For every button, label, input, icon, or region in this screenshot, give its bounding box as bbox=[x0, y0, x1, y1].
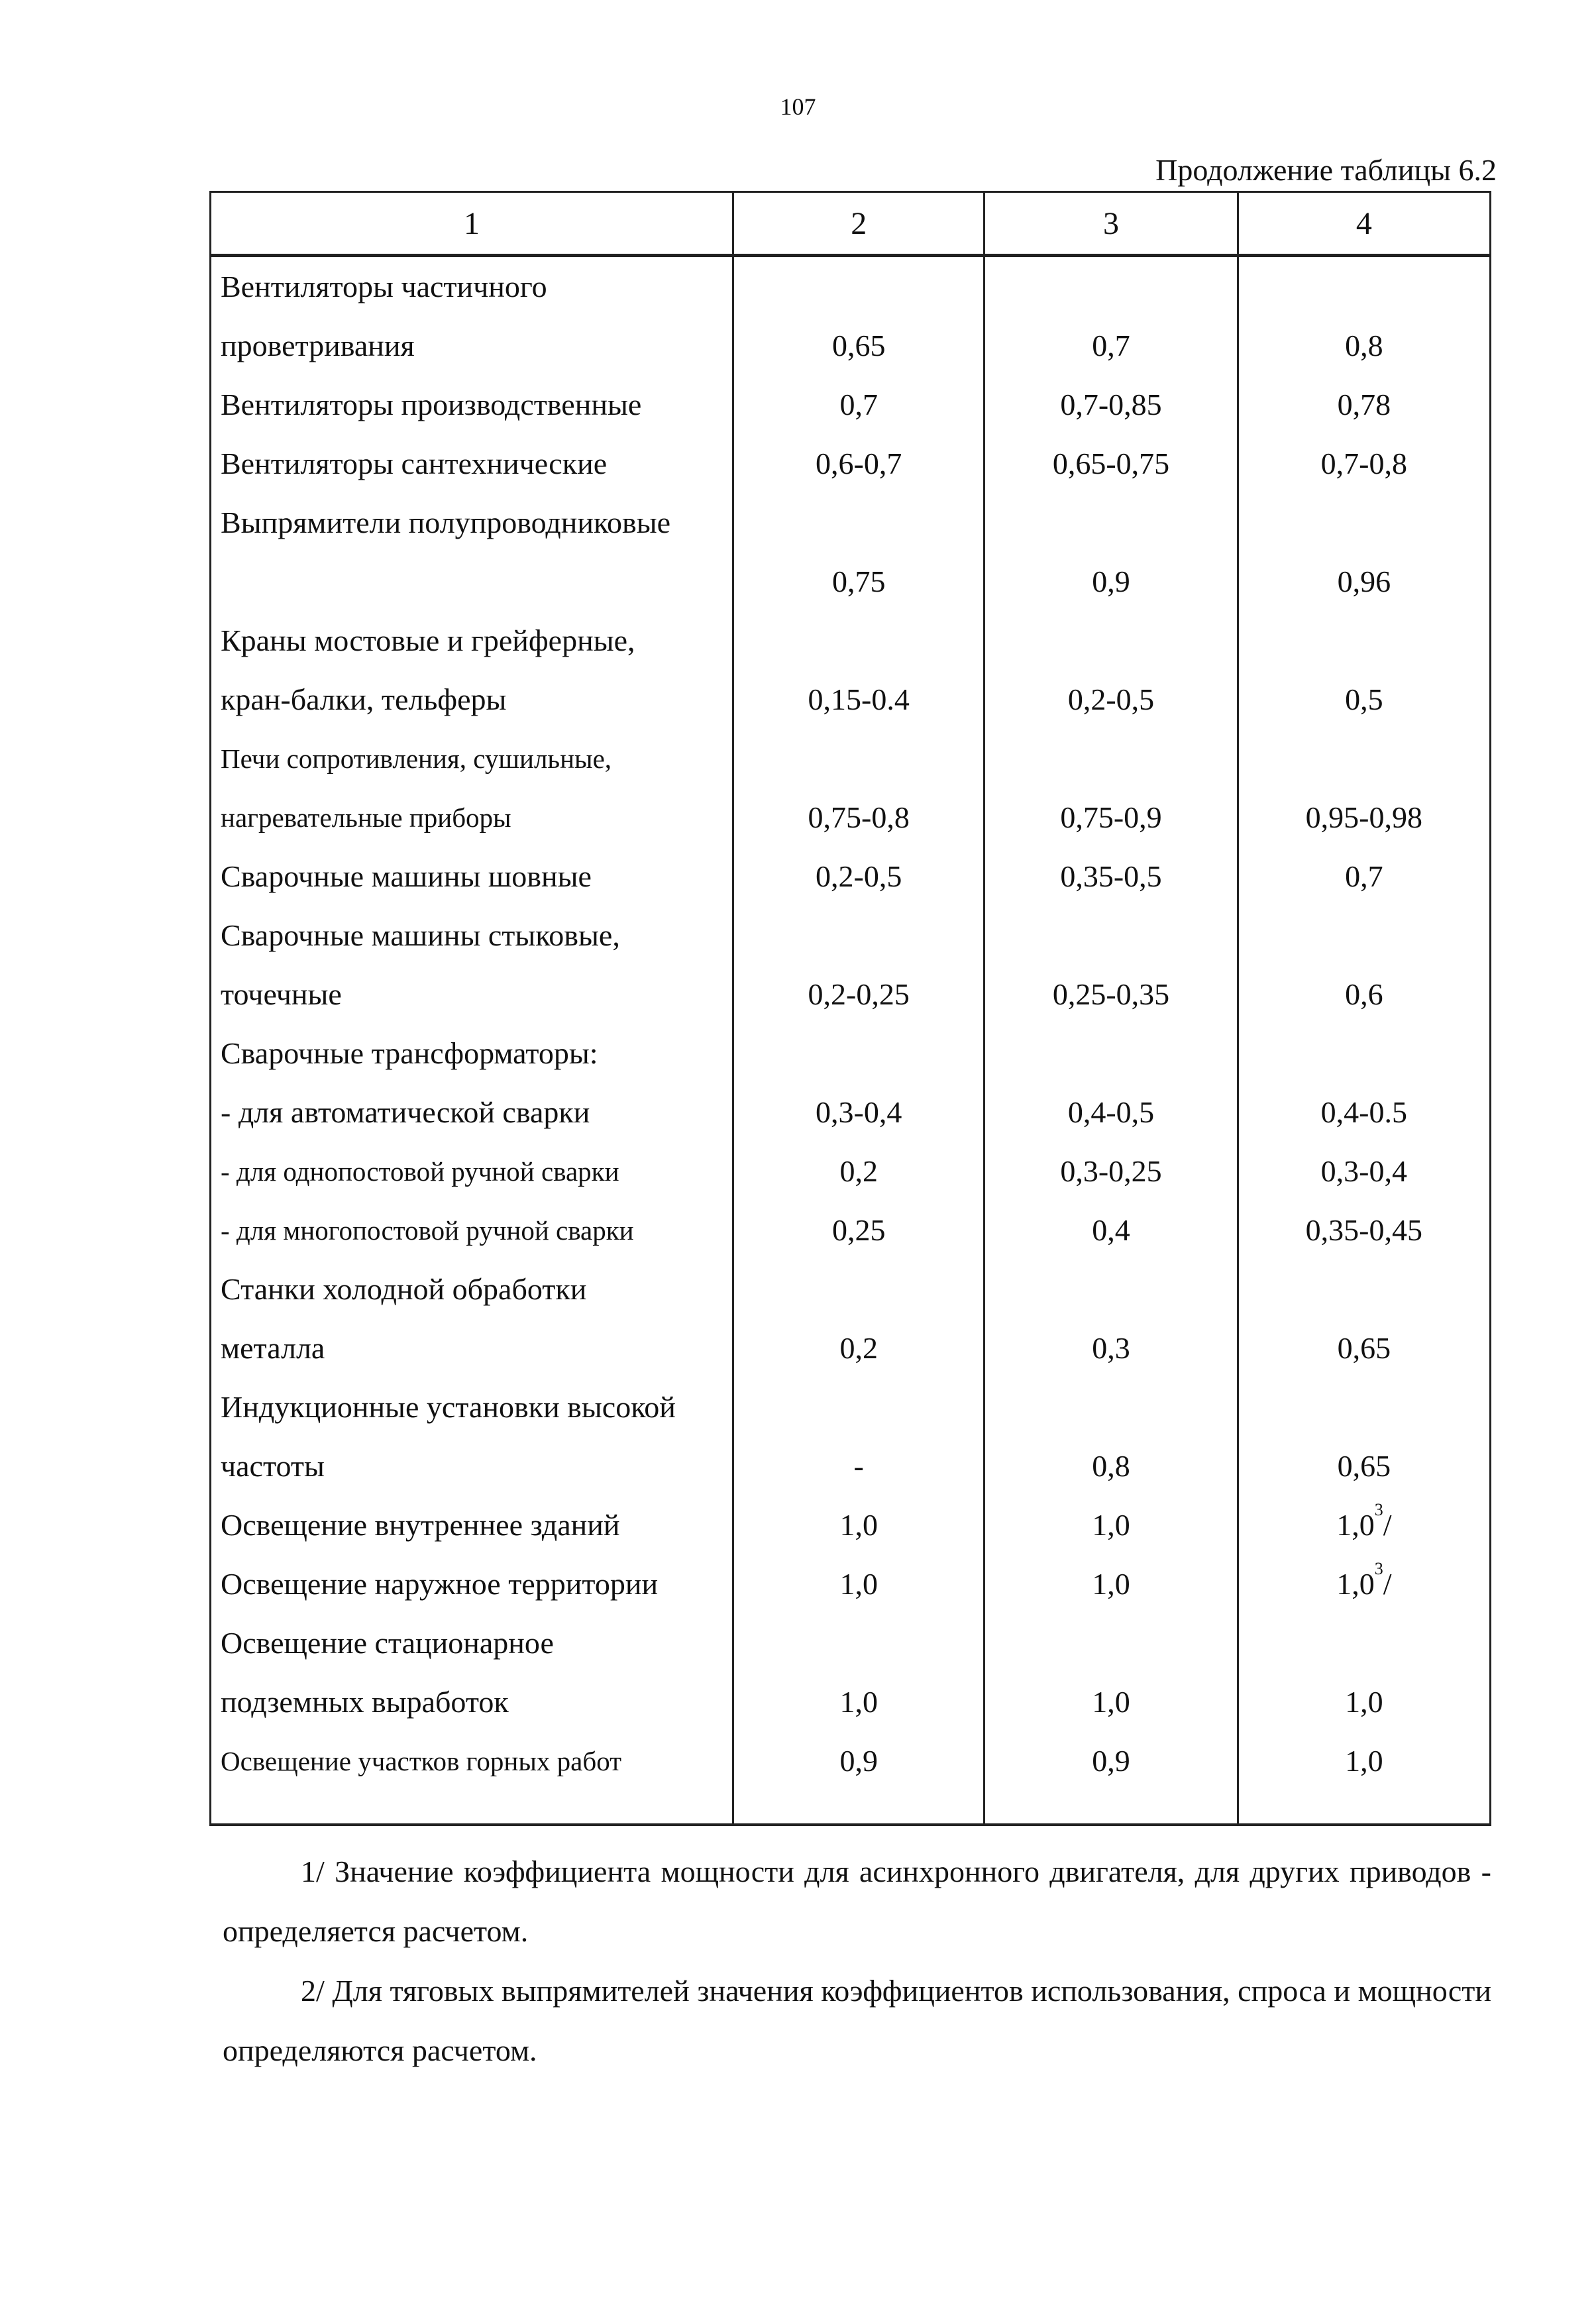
cell-value bbox=[1238, 1377, 1490, 1436]
row-label-text: Краны мостовые и грейферные, bbox=[221, 623, 635, 657]
row-label bbox=[211, 434, 733, 493]
cell-value bbox=[733, 1319, 984, 1377]
cell-value-text: 1,0 bbox=[839, 1567, 878, 1601]
cell-value-text: 0,95-0,98 bbox=[1305, 800, 1422, 834]
cell-value bbox=[733, 1436, 984, 1495]
cell-value-text: 0,25 bbox=[831, 1213, 886, 1247]
cell-value bbox=[733, 552, 984, 611]
cell-value bbox=[984, 1495, 1238, 1554]
row-label bbox=[211, 1554, 733, 1613]
cell-value bbox=[733, 670, 984, 729]
cell-value-text: 1,0 bbox=[1092, 1685, 1130, 1719]
table-row bbox=[211, 788, 1491, 847]
cell-value-text: 1,0 bbox=[1345, 1744, 1383, 1778]
footnote-marker: 3 bbox=[1374, 1500, 1383, 1519]
cell-value bbox=[1238, 965, 1490, 1024]
cell-value-text: 0,3-0,4 bbox=[816, 1095, 902, 1129]
row-label bbox=[211, 847, 733, 906]
cell-value bbox=[733, 316, 984, 375]
footnotes bbox=[223, 1842, 1491, 2080]
cell-value bbox=[733, 965, 984, 1024]
cell-value bbox=[984, 375, 1238, 434]
cell-value-text: 0,3-0,4 bbox=[1320, 1154, 1407, 1188]
row-label-text: Печи сопротивления, сушильные, bbox=[221, 743, 612, 774]
table-row bbox=[211, 1083, 1491, 1142]
row-label bbox=[211, 729, 733, 788]
row-label-text: Сварочные трансформаторы: bbox=[221, 1036, 598, 1070]
cell-value bbox=[733, 1495, 984, 1554]
row-label-text: - для автоматической сварки bbox=[221, 1095, 590, 1129]
cell-value-text: 1,0 bbox=[839, 1508, 878, 1542]
table-row bbox=[211, 1672, 1491, 1731]
row-label-text: Освещение наружное территории bbox=[221, 1567, 659, 1601]
table-row bbox=[211, 1731, 1491, 1790]
cell-value bbox=[984, 1554, 1238, 1613]
cell-value-text: 0,3-0,25 bbox=[1060, 1154, 1162, 1188]
cell-value-text: 0,35-0,45 bbox=[1305, 1213, 1422, 1247]
table-row bbox=[211, 1554, 1491, 1613]
column-header: 1 bbox=[211, 192, 733, 256]
column-header: 2 bbox=[733, 192, 984, 256]
cell-value bbox=[984, 1613, 1238, 1672]
cell-value bbox=[1238, 906, 1490, 965]
cell-value bbox=[984, 1377, 1238, 1436]
cell-value bbox=[1238, 1731, 1490, 1790]
cell-value bbox=[1238, 434, 1490, 493]
table-row bbox=[211, 729, 1491, 788]
row-label bbox=[211, 1731, 733, 1790]
cell-value bbox=[984, 434, 1238, 493]
cell-value-text: 0,2 bbox=[839, 1154, 878, 1188]
table-row bbox=[211, 906, 1491, 965]
cell-value bbox=[984, 611, 1238, 670]
table-row bbox=[211, 493, 1491, 552]
footnote-marker-slash: / bbox=[1383, 1567, 1392, 1601]
cell-value bbox=[733, 729, 984, 788]
cell-value-text: 0,2-0,25 bbox=[808, 977, 910, 1011]
row-label-text: металла bbox=[221, 1331, 325, 1365]
cell-value-text: 1,0 bbox=[1345, 1685, 1383, 1719]
cell-value-text: 0,75-0,8 bbox=[808, 800, 910, 834]
cell-value-text: 0,9 bbox=[839, 1744, 878, 1778]
row-label-text: Вентиляторы производственные bbox=[221, 388, 642, 421]
cell-value bbox=[984, 1672, 1238, 1731]
cell-value bbox=[984, 788, 1238, 847]
cell-value-text: 1,0 bbox=[839, 1685, 878, 1719]
row-label-text: Станки холодной обработки bbox=[221, 1272, 587, 1306]
row-label-text: Вентиляторы сантехнические bbox=[221, 447, 608, 480]
row-label bbox=[211, 1201, 733, 1260]
cell-value bbox=[984, 1260, 1238, 1319]
cell-value-text: 0,8 bbox=[1345, 329, 1383, 362]
row-label bbox=[211, 1319, 733, 1377]
cell-value bbox=[984, 316, 1238, 375]
cell-value bbox=[1238, 1201, 1490, 1260]
cell-value bbox=[1238, 1672, 1490, 1731]
empty-cell bbox=[1238, 1790, 1490, 1825]
empty-cell bbox=[984, 1790, 1238, 1825]
cell-value bbox=[1238, 1436, 1490, 1495]
cell-value bbox=[984, 906, 1238, 965]
row-label bbox=[211, 1672, 733, 1731]
cell-value-text: 1,0 bbox=[1336, 1567, 1375, 1601]
cell-value bbox=[984, 1436, 1238, 1495]
data-table bbox=[209, 191, 1491, 1826]
table-bottom-padding bbox=[211, 1790, 1491, 1825]
cell-value bbox=[733, 847, 984, 906]
cell-value bbox=[984, 1319, 1238, 1377]
cell-value bbox=[984, 1142, 1238, 1201]
row-label bbox=[211, 1260, 733, 1319]
row-label-text: Сварочные машины шовные bbox=[221, 859, 592, 893]
cell-value-text: 0,7-0,8 bbox=[1320, 447, 1407, 480]
cell-value bbox=[733, 1024, 984, 1083]
row-label bbox=[211, 1436, 733, 1495]
cell-value bbox=[733, 611, 984, 670]
footnote-marker-slash: / bbox=[1383, 1508, 1392, 1542]
row-label-text: кран-балки, тельферы bbox=[221, 682, 507, 716]
cell-value bbox=[733, 434, 984, 493]
cell-value-text: 0,7 bbox=[1092, 329, 1130, 362]
cell-value bbox=[733, 906, 984, 965]
row-label bbox=[211, 552, 733, 611]
cell-value-text: - bbox=[853, 1449, 864, 1483]
cell-value-text: 0,65 bbox=[1337, 1449, 1391, 1483]
cell-value bbox=[984, 847, 1238, 906]
table-row bbox=[211, 1201, 1491, 1260]
table-row bbox=[211, 1613, 1491, 1672]
cell-value-text: 0,75-0,9 bbox=[1060, 800, 1162, 834]
row-label-text: нагревательные приборы bbox=[221, 802, 511, 833]
cell-value bbox=[733, 1260, 984, 1319]
table-row bbox=[211, 552, 1491, 611]
cell-value bbox=[1238, 847, 1490, 906]
cell-value bbox=[1238, 1495, 1490, 1554]
cell-value bbox=[1238, 1083, 1490, 1142]
cell-value-text: 0,2-0,5 bbox=[1067, 682, 1155, 716]
cell-value-text: 0,25-0,35 bbox=[1052, 977, 1170, 1011]
row-label-text: Освещение внутреннее зданий bbox=[221, 1508, 620, 1542]
cell-value bbox=[1238, 316, 1490, 375]
table-row bbox=[211, 316, 1491, 375]
column-header: 3 bbox=[984, 192, 1238, 256]
cell-value-text: 0,9 bbox=[1092, 565, 1130, 598]
page-number: 107 bbox=[780, 93, 816, 120]
cell-value bbox=[1238, 1024, 1490, 1083]
cell-value bbox=[1238, 729, 1490, 788]
footnote-marker: 3 bbox=[1374, 1559, 1383, 1578]
row-label-text: Выпрямители полупроводниковые bbox=[221, 506, 671, 539]
cell-value-text: 0,65-0,75 bbox=[1052, 447, 1170, 480]
row-label bbox=[211, 906, 733, 965]
row-label-text: проветривания bbox=[221, 329, 415, 362]
row-label bbox=[211, 316, 733, 375]
cell-value bbox=[1238, 1142, 1490, 1201]
cell-value-text: 0,65 bbox=[831, 329, 886, 362]
cell-value bbox=[733, 1672, 984, 1731]
table-row bbox=[211, 1142, 1491, 1201]
row-label bbox=[211, 1142, 733, 1201]
footnote: 1/ Значение коэффициента мощности для асинхронного двигателя, для других приводов - определяется расчетом. bbox=[223, 1855, 1491, 1948]
row-label-text: Вентиляторы частичного bbox=[221, 270, 547, 303]
column-header: 4 bbox=[1238, 192, 1490, 256]
row-label-text: частоты bbox=[221, 1449, 325, 1483]
cell-value-text: 0,65 bbox=[1337, 1331, 1391, 1365]
cell-value bbox=[1238, 1260, 1490, 1319]
table-row bbox=[211, 1436, 1491, 1495]
cell-value-text: 0,35-0,5 bbox=[1060, 859, 1162, 893]
cell-value-text: 1,0 bbox=[1336, 1508, 1375, 1542]
row-label bbox=[211, 965, 733, 1024]
cell-value bbox=[984, 1201, 1238, 1260]
row-label bbox=[211, 1024, 733, 1083]
cell-value bbox=[984, 1024, 1238, 1083]
row-label-text: Освещение стационарное bbox=[221, 1626, 554, 1660]
table-row bbox=[211, 1024, 1491, 1083]
row-label bbox=[211, 1083, 733, 1142]
row-label bbox=[211, 1377, 733, 1436]
row-label bbox=[211, 375, 733, 434]
cell-value bbox=[1238, 1613, 1490, 1672]
row-label bbox=[211, 1613, 733, 1672]
cell-value bbox=[1238, 256, 1490, 317]
cell-value bbox=[1238, 375, 1490, 434]
cell-value bbox=[984, 729, 1238, 788]
cell-value bbox=[984, 965, 1238, 1024]
cell-value bbox=[733, 375, 984, 434]
row-label bbox=[211, 493, 733, 552]
cell-value bbox=[1238, 1319, 1490, 1377]
cell-value-text: 0,2-0,5 bbox=[816, 859, 902, 893]
cell-value bbox=[733, 788, 984, 847]
cell-value-text: 0,7-0,85 bbox=[1060, 388, 1162, 421]
table-row bbox=[211, 256, 1491, 317]
table-row bbox=[211, 1377, 1491, 1436]
cell-value bbox=[984, 1083, 1238, 1142]
cell-value-text: 0,75 bbox=[831, 565, 886, 598]
cell-value-text: 0,7 bbox=[1345, 859, 1383, 893]
row-label bbox=[211, 1495, 733, 1554]
table-row bbox=[211, 1319, 1491, 1377]
cell-value-text: 0,15-0.4 bbox=[808, 682, 910, 716]
cell-value bbox=[1238, 788, 1490, 847]
cell-value bbox=[733, 1554, 984, 1613]
empty-cell bbox=[211, 1790, 733, 1825]
cell-value bbox=[984, 256, 1238, 317]
cell-value bbox=[733, 1377, 984, 1436]
row-label-text: Освещение участков горных работ bbox=[221, 1745, 622, 1776]
cell-value-text: 0,8 bbox=[1092, 1449, 1130, 1483]
cell-value bbox=[733, 493, 984, 552]
cell-value-text: 0,2 bbox=[839, 1331, 878, 1365]
row-label bbox=[211, 611, 733, 670]
cell-value bbox=[984, 1731, 1238, 1790]
table-row bbox=[211, 1495, 1491, 1554]
cell-value-text: 1,0 bbox=[1092, 1567, 1130, 1601]
cell-value-text: 0,6 bbox=[1345, 977, 1383, 1011]
table-row bbox=[211, 611, 1491, 670]
cell-value bbox=[733, 1142, 984, 1201]
row-label bbox=[211, 788, 733, 847]
row-label-text: точечные bbox=[221, 977, 342, 1011]
cell-value bbox=[733, 1083, 984, 1142]
row-label-text: - для многопостовой ручной сварки bbox=[221, 1214, 634, 1246]
row-label-text: Индукционные установки высокой bbox=[221, 1390, 676, 1424]
cell-value bbox=[1238, 670, 1490, 729]
table-row bbox=[211, 847, 1491, 906]
cell-value bbox=[1238, 611, 1490, 670]
cell-value-text: 0,9 bbox=[1092, 1744, 1130, 1778]
table-row bbox=[211, 434, 1491, 493]
cell-value bbox=[1238, 552, 1490, 611]
row-label bbox=[211, 256, 733, 317]
table-row bbox=[211, 1260, 1491, 1319]
cell-value bbox=[984, 552, 1238, 611]
row-label-text: - для однопостовой ручной сварки bbox=[221, 1156, 619, 1187]
cell-value-text: 0,5 bbox=[1345, 682, 1383, 716]
cell-value-text: 0,7 bbox=[839, 388, 878, 421]
cell-value-text: 0,4-0.5 bbox=[1320, 1095, 1407, 1129]
header-row bbox=[211, 192, 1491, 256]
table-row bbox=[211, 375, 1491, 434]
cell-value bbox=[733, 1201, 984, 1260]
empty-cell bbox=[733, 1790, 984, 1825]
cell-value bbox=[1238, 493, 1490, 552]
cell-value-text: 0,6-0,7 bbox=[816, 447, 902, 480]
cell-value-text: 0,3 bbox=[1092, 1331, 1130, 1365]
cell-value-text: 0,4 bbox=[1092, 1213, 1130, 1247]
row-label bbox=[211, 670, 733, 729]
row-label-text: подземных выработок bbox=[221, 1685, 509, 1719]
cell-value bbox=[733, 256, 984, 317]
cell-value bbox=[733, 1613, 984, 1672]
cell-value bbox=[984, 493, 1238, 552]
row-label-text: Сварочные машины стыковые, bbox=[221, 918, 620, 952]
cell-value-text: 0,96 bbox=[1337, 565, 1391, 598]
cell-value bbox=[984, 670, 1238, 729]
table-row bbox=[211, 670, 1491, 729]
cell-value bbox=[733, 1731, 984, 1790]
cell-value-text: 0,78 bbox=[1337, 388, 1391, 421]
cell-value-text: 0,4-0,5 bbox=[1067, 1095, 1155, 1129]
table-row bbox=[211, 965, 1491, 1024]
cell-value bbox=[1238, 1554, 1490, 1613]
footnote: 2/ Для тяговых выпрямителей значения коэффициентов использования, спроса и мощности определяются расчетом. bbox=[223, 1974, 1491, 2067]
cell-value-text: 1,0 bbox=[1092, 1508, 1130, 1542]
table-caption: Продолжение таблицы 6.2 bbox=[1155, 153, 1497, 187]
